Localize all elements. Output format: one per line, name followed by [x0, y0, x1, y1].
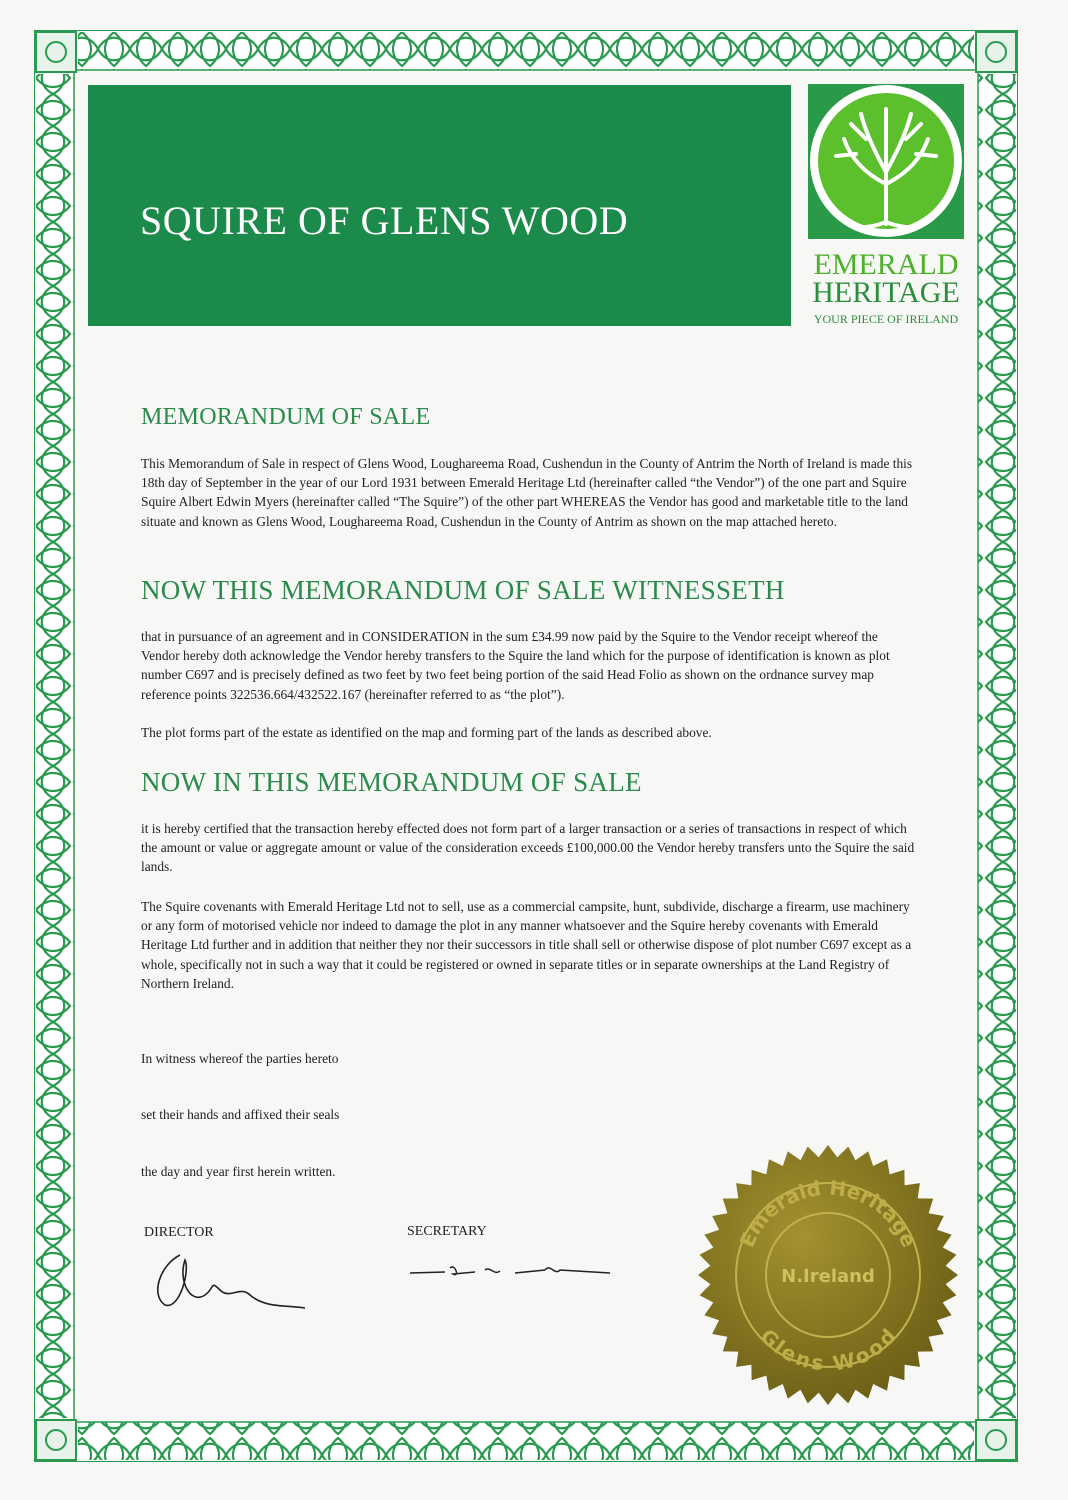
certificate-title: SQUIRE OF GLENS WOOD	[140, 198, 629, 243]
paragraph: This Memorandum of Sale in respect of Glens Wood, Loughareema Road, Cushendun in the County of Antrim the North of Ireland is made this 18th day of September in the year of our Lord 1931 between Emerald Heritage Ltd (hereinafter called “the Vendor”) of the one part and Squire Squire Albert Edwin Myers (hereinafter called “The Squire”) of the other part WHEREAS the Vendor has good and marketable title to the land situate and known as Glens Wood, Loughareema Road, Cushendun in the County of Antrim as shown on the map attached hereto.	[141, 456, 913, 529]
paragraph: The Squire covenants with Emerald Heritage Ltd not to sell, use as a commercial campsite, hunt, subdivide, discharge a firearm, use machinery or any form of motorised vehicle nor indeed to damage the plot in any manner whatsoever and the Squire hereby covenants with Emerald Heritage Ltd further and in addition that neither they nor their successors in title shall sell or otherwise dispose of plot number C697 except as a whole, specifically not in such a way that it could be registered or owned in separate titles or in separate ownerships at the Land Registry of Northern Ireland.	[141, 899, 912, 991]
section-heading: NOW IN THIS MEMORANDUM OF SALE	[141, 767, 642, 797]
gold-seal	[696, 1143, 960, 1407]
witness-line: set their hands and affixed their seals	[141, 1107, 340, 1122]
paragraph: that in pursuance of an agreement and in CONSIDERATION in the sum £34.99 now paid by the Squire to the Vendor receipt whereof the Vendor hereby doth acknowledge the Vendor hereby transfers to the Squire the land which for the purpose of identification is known as plot number C697 and is precisely defined as two feet by two feet being portion of the said Head Folio as shown on the ordnance survey map reference points 322536.664/432522.167 (hereinafter referred to as “the plot”).	[141, 629, 890, 702]
witness-line: In witness whereof the parties hereto	[141, 1051, 339, 1066]
director-signature	[150, 1250, 310, 1320]
secretary-signature	[405, 1258, 620, 1283]
svg-text:Emerald Heritage: Emerald Heritage	[734, 1175, 922, 1251]
svg-text:HERITAGE: HERITAGE	[812, 276, 960, 309]
tree-of-life-icon	[806, 84, 966, 329]
svg-text:Glens Wood: Glens Wood	[755, 1323, 901, 1376]
section-heading: NOW THIS MEMORANDUM OF SALE WITNESSETH	[141, 575, 785, 605]
svg-text:N.Ireland: N.Ireland	[781, 1266, 875, 1287]
svg-text:YOUR PIECE OF IRELAND: YOUR PIECE OF IRELAND	[813, 312, 959, 326]
director-label: DIRECTOR	[144, 1225, 214, 1240]
section-heading: MEMORANDUM OF SALE	[141, 404, 431, 430]
paragraph: it is hereby certified that the transaction hereby effected does not form part of a larger transaction or a series of transactions in respect of which the amount or value or aggregate amount or value of the consideration exceeds £100,000.00 the Vendor hereby transfers unto the Squire the said lands.	[141, 821, 915, 875]
emerald-heritage-logo	[806, 84, 966, 329]
witness-line: the day and year first herein written.	[141, 1164, 336, 1179]
secretary-label: SECRETARY	[407, 1224, 487, 1239]
svg-text:EMERALD: EMERALD	[813, 248, 959, 281]
title-banner	[88, 85, 791, 326]
paragraph: The plot forms part of the estate as identified on the map and forming part of the lands as described above.	[141, 725, 712, 740]
